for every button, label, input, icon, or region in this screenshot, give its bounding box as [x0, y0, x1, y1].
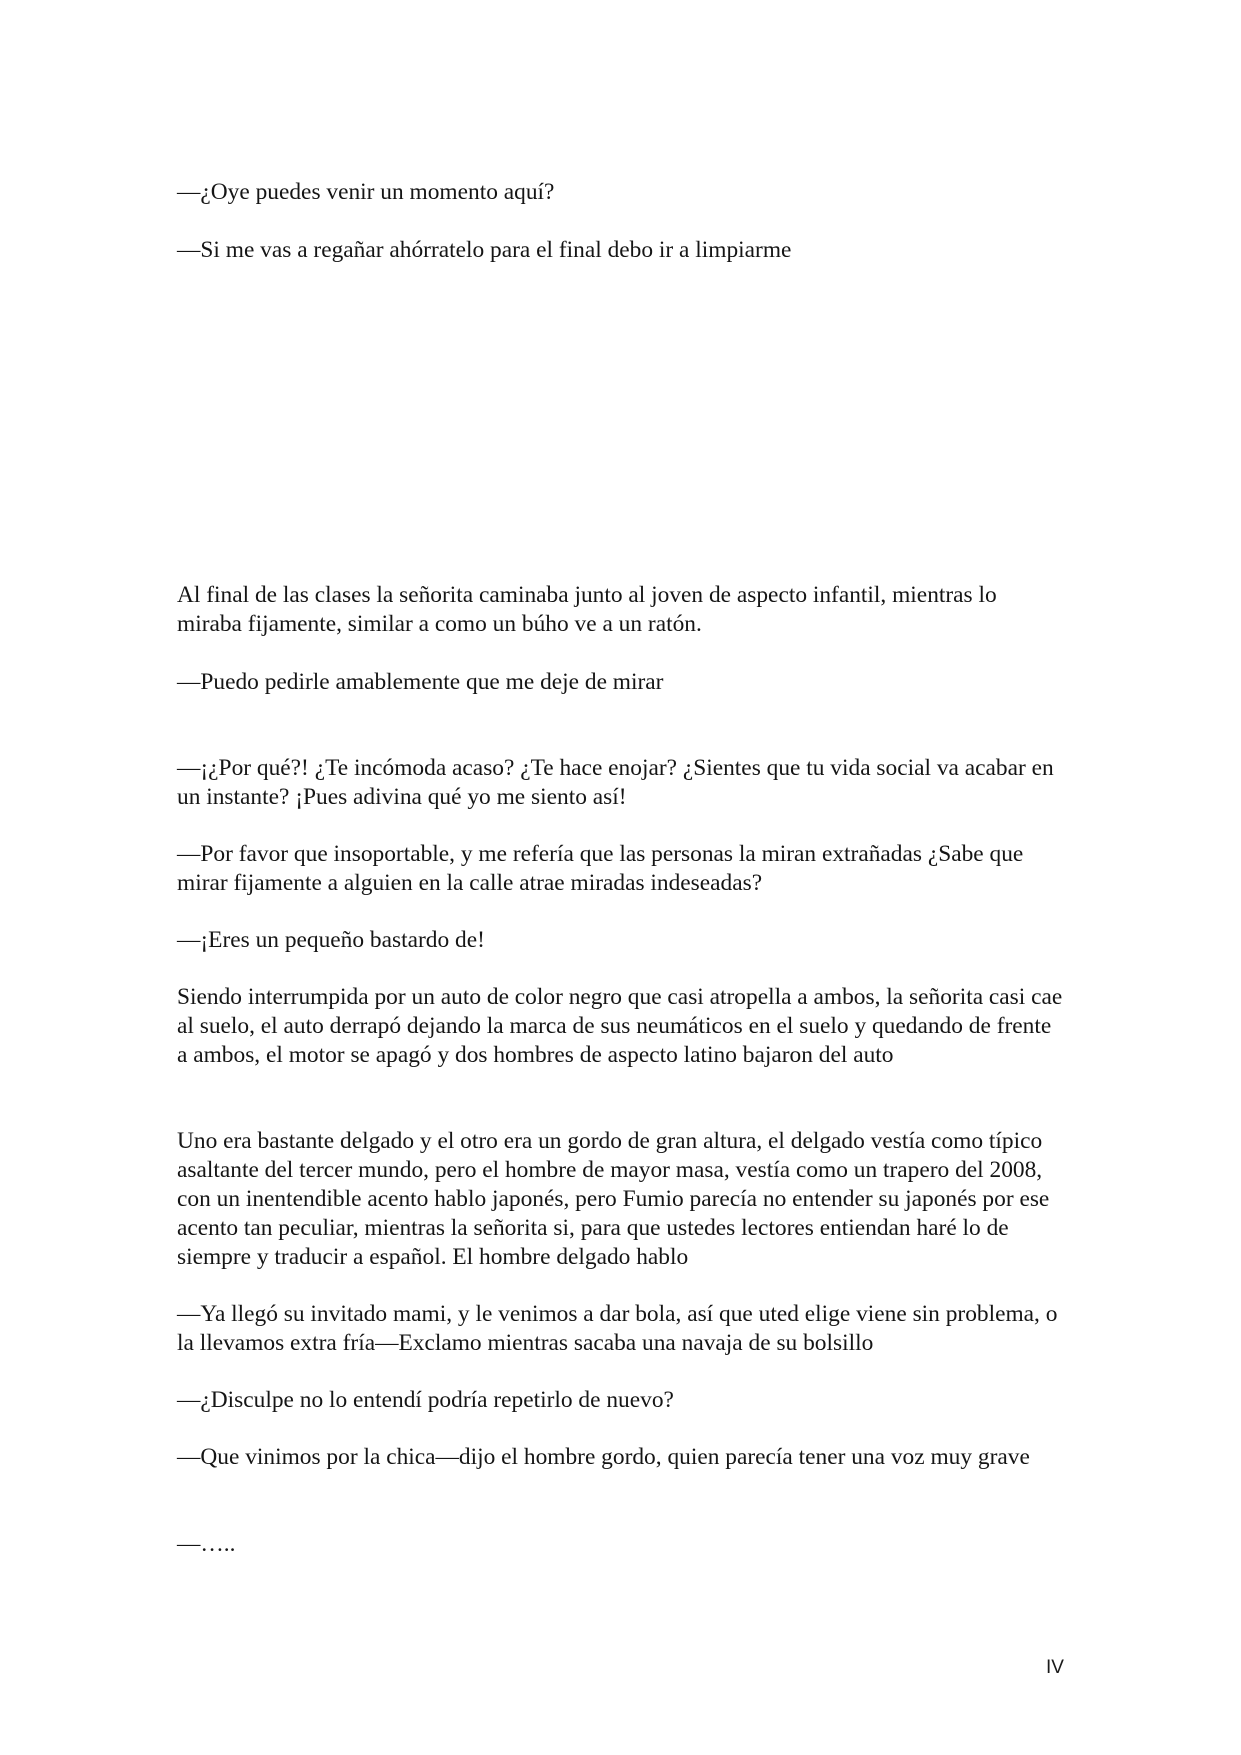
paragraph: —…..	[177, 1531, 236, 1557]
paragraph: Siendo interrumpida por un auto de color negro que casi atropella a ambos, la señorita casi cae al suelo, el auto derrapó dejando la marca de sus neumáticos en el suelo y quedando de frente a ambos, el motor se apagó y dos hombres de aspecto latino bajaron del auto	[177, 984, 1063, 1068]
paragraph: —¿Oye puedes venir un momento aquí?	[177, 179, 555, 205]
paragraph: Uno era bastante delgado y el otro era un gordo de gran altura, el delgado vestía como típico asaltante del tercer mundo, pero el hombre de mayor masa, vestía como un trapero del 2008, con un inentendible acento hablo japonés, pero Fumio parecía no entender su japonés por ese acento tan peculiar, mientras la señorita si, para que ustedes lectores entiendan haré lo de siempre y traducir a español. El hombre delgado hablo	[177, 1128, 1050, 1270]
page-number: IV	[1046, 1657, 1064, 1678]
paragraph: —Puedo pedirle amablemente que me deje de mirar	[177, 669, 664, 695]
paragraph: —¿Disculpe no lo entendí podría repetirlo de nuevo?	[177, 1387, 674, 1413]
paragraph: —Si me vas a regañar ahórratelo para el final debo ir a limpiarme	[177, 237, 792, 263]
paragraph: —¡Eres un pequeño bastardo de!	[177, 927, 485, 953]
paragraph: —Por favor que insoportable, y me refería que las personas la miran extrañadas ¿Sabe que mirar fijamente a alguien en la calle atrae miradas indeseadas?	[177, 841, 1024, 896]
paragraph: —Que vinimos por la chica—dijo el hombre gordo, quien parecía tener una voz muy grave	[177, 1444, 1030, 1470]
paragraph: Al final de las clases la señorita caminaba junto al joven de aspecto infantil, mientras lo miraba fijamente, similar a como un búho ve a un ratón.	[177, 582, 997, 637]
paragraph: —Ya llegó su invitado mami, y le venimos a dar bola, así que uted elige viene sin problema, o la llevamos extra fría—Exclamo mientras sacaba una navaja de su bolsillo	[177, 1301, 1058, 1356]
paragraph: —¡¿Por qué?! ¿Te incómoda acaso? ¿Te hace enojar? ¿Sientes que tu vida social va acabar en un instante? ¡Pues adivina qué yo me siento así!	[177, 755, 1054, 810]
